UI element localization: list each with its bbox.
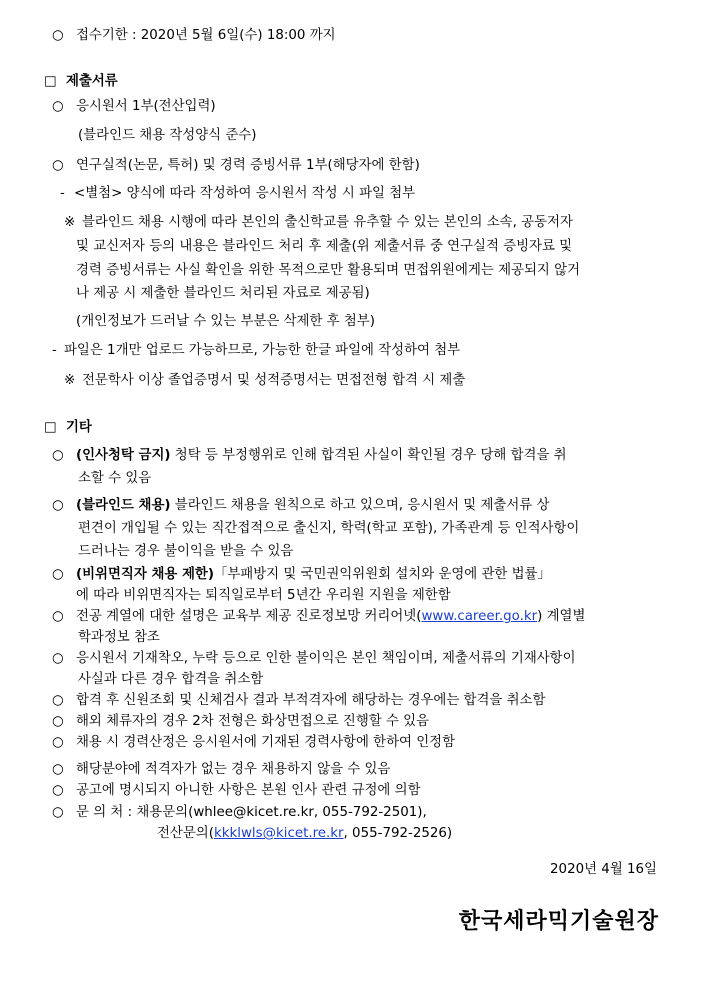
- deadline-text: 접수기한 : 2020년 5월 6일(수) 18:00 까지: [76, 28, 336, 43]
- circle-bullet: ○: [52, 99, 64, 114]
- submission-sub-1: [0, 184, 415, 204]
- note-text: 및 교신저자 등의 내용은 블라인드 처리 후 제출(위 제출서류 중 연구실적 증빙자료 및: [76, 239, 573, 254]
- submission-note-1-extra: [0, 312, 375, 332]
- etc-heading-text: 기타: [66, 420, 92, 435]
- square-bullet: □: [44, 74, 57, 89]
- item-text: 학과정보 참조: [78, 630, 160, 645]
- note-text: 경력 증빙서류는 사실 확인을 위한 목적으로만 활용되며 면접위원에게는 제공되지 않거: [76, 263, 580, 278]
- etc-item-2-line-3: [0, 542, 293, 562]
- submission-heading-text: 제출서류: [66, 74, 118, 89]
- note-text: 블라인드 채용 시행에 따라 본인의 출신학교를 유추할 수 있는 본인의 소속, 공동저자: [82, 215, 573, 230]
- contact-email-link[interactable]: kkklwls@kicet.re.kr: [213, 826, 344, 841]
- item-text: 블라인드 채용을 원칙으로 하고 있으며, 응시원서 및 제출서류 상: [170, 498, 550, 513]
- contact-recruit: 채용문의(whlee@kicet.re.kr, 055-792-2501),: [132, 805, 427, 820]
- dash-bullet: -: [60, 186, 65, 201]
- dash-bullet: -: [52, 343, 57, 358]
- submission-note-1-line-4: [0, 284, 370, 304]
- item-text: 합격 후 신원조회 및 신체검사 결과 부적격자에 해당하는 경우에는 합격을 취소함: [76, 693, 546, 708]
- item-bold-label: (블라인드 채용): [76, 498, 171, 513]
- reference-mark: ※: [64, 373, 76, 388]
- etc-item-5-line-2: [0, 670, 263, 690]
- etc-item-2-line-2: [0, 519, 579, 539]
- contact-it: 전산문의(: [157, 826, 214, 841]
- career-link[interactable]: www.career.go.kr: [421, 609, 538, 624]
- submission-item-2: [0, 156, 420, 176]
- etc-item-1: [0, 446, 567, 466]
- circle-bullet: ○: [52, 567, 64, 582]
- etc-item-4: [0, 607, 585, 627]
- etc-item-2: [0, 496, 549, 516]
- item-text: 드러나는 경우 불이익을 받을 수 있음: [78, 544, 294, 559]
- note-text: (개인정보가 드러날 수 있는 부분은 삭제한 후 첨부): [76, 314, 375, 329]
- note-text: 전문학사 이상 졸업증명서 및 성적증명서는 면접전형 합격 시 제출: [82, 373, 466, 388]
- signer-title: 한국세라믹기술원장: [458, 909, 659, 934]
- circle-bullet: ○: [52, 735, 64, 750]
- contact-phone: , 055-792-2526): [343, 826, 453, 841]
- etc-item-9: [0, 760, 390, 780]
- item-text: 전공 계열에 대한 설명은 교육부 제공 진로정보망 커리어넷(: [76, 609, 422, 624]
- item-text: 청탁 등 부정행위로 인해 합격된 사실이 확인될 경우 당해 합격을 취: [170, 448, 567, 463]
- item-text: 「부패방지 및 국민권익위원회 설치와 운영에 관한 법률」: [213, 567, 551, 582]
- circle-bullet: ○: [52, 448, 64, 463]
- item-text: 파일은 1개만 업로드 가능하므로, 가능한 한글 파일에 작성하여 첨부: [64, 343, 461, 358]
- contact-label: 문 의 처 :: [76, 805, 133, 820]
- square-bullet: □: [44, 420, 57, 435]
- etc-item-4-line-2: [0, 628, 160, 648]
- etc-item-7: [0, 712, 429, 732]
- item-text: 채용 시 경력산정은 응시원서에 기재된 경력사항에 한하여 인정함: [76, 735, 456, 750]
- etc-heading: [0, 418, 92, 438]
- deadline-line: [0, 26, 336, 46]
- etc-item-10: [0, 781, 421, 801]
- contact-line-1: [0, 803, 427, 823]
- item-text: 공고에 명시되지 아니한 사항은 본원 인사 관련 규정에 의함: [76, 783, 421, 798]
- submission-note-1-line-2: [0, 237, 572, 257]
- circle-bullet: ○: [52, 783, 64, 798]
- submission-heading: [0, 72, 118, 92]
- item-text: ) 계열별: [537, 609, 586, 624]
- circle-bullet: ○: [52, 693, 64, 708]
- circle-bullet: ○: [52, 805, 64, 820]
- circle-bullet: ○: [52, 28, 64, 43]
- contact-line-2: [0, 824, 452, 844]
- note-text: 나 제공 시 제출한 블라인드 처리된 자료로 제공됨): [76, 286, 370, 301]
- item-text: <별첨> 양식에 따라 작성하여 응시원서 작성 시 파일 첨부: [74, 186, 416, 201]
- item-text: 응시원서 기재착오, 누락 등으로 인한 불이익은 본인 책임이며, 제출서류의 기재사항이: [76, 651, 576, 666]
- item-bold-label: (비위면직자 채용 제한): [76, 567, 214, 582]
- etc-item-3: [0, 565, 551, 585]
- etc-item-5: [0, 649, 576, 669]
- circle-bullet: ○: [52, 609, 64, 624]
- circle-bullet: ○: [52, 714, 64, 729]
- item-text: 에 따라 비위면직자는 퇴직일로부터 5년간 우리원 지원을 제한함: [76, 588, 451, 603]
- etc-item-1-line-2: [0, 469, 151, 489]
- item-bold-label: (인사청탁 금지): [76, 448, 171, 463]
- submission-note-1-line-3: [0, 261, 580, 281]
- item-text: (블라인드 채용 작성양식 준수): [78, 128, 257, 143]
- item-text: 응시원서 1부(전산입력): [76, 99, 216, 114]
- submission-sub-2: [0, 341, 460, 361]
- item-text: 연구실적(논문, 특허) 및 경력 증빙서류 1부(해당자에 한함): [76, 158, 420, 173]
- item-text: 편견이 개입될 수 있는 직간접적으로 출신지, 학력(학교 포함), 가족관계 등 인적사항이: [78, 521, 580, 536]
- item-text: 사실과 다른 경우 합격을 취소함: [78, 672, 264, 687]
- issue-date: 2020년 4월 16일: [550, 862, 657, 877]
- item-text: 해당분야에 적격자가 없는 경우 채용하지 않을 수 있음: [76, 762, 391, 777]
- etc-item-8: [0, 733, 455, 753]
- submission-item-1-line-2: [0, 126, 256, 146]
- circle-bullet: ○: [52, 158, 64, 173]
- submission-note-2: [0, 371, 465, 391]
- reference-mark: ※: [64, 215, 76, 230]
- etc-item-3-line-2: [0, 586, 451, 606]
- circle-bullet: ○: [52, 651, 64, 666]
- submission-note-1: [0, 213, 573, 233]
- etc-item-6: [0, 691, 545, 711]
- submission-item-1: [0, 97, 216, 117]
- item-text: 해외 체류자의 경우 2차 전형은 화상면접으로 진행할 수 있음: [76, 714, 430, 729]
- circle-bullet: ○: [52, 498, 64, 513]
- item-text: 소할 수 있음: [78, 471, 152, 486]
- circle-bullet: ○: [52, 762, 64, 777]
